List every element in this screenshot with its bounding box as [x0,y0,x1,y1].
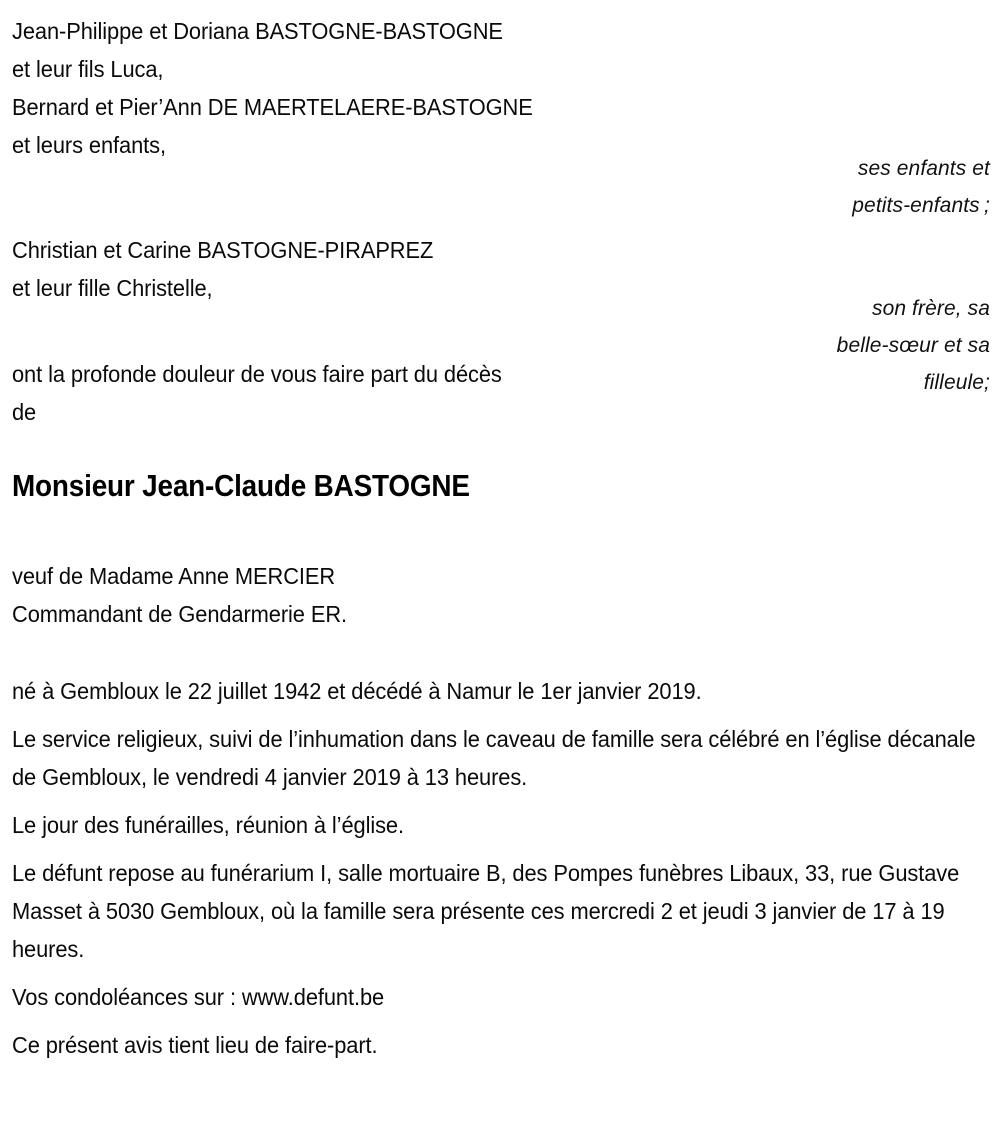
announcement-line: ont la profonde douleur de vous faire part du décès [12,361,502,387]
relation-line: petits-enfants ; [852,194,990,217]
family-line: Bernard et Pier’Ann DE MAERTELAERE-BASTOGNE [12,94,533,120]
family-block-children [12,12,772,164]
deceased-detail-line: veuf de Madame Anne MERCIER [12,563,336,589]
relation-note-children [570,150,990,224]
deceased-name: Monsieur Jean-Claude BASTOGNE [12,468,470,503]
funeral-gathering-paragraph: Le jour des funérailles, réunion à l’église. [12,812,404,838]
condolences-paragraph: Vos condoléances sur : www.defunt.be [12,984,385,1010]
service-information [12,672,1000,1064]
announcement-line: de [12,399,37,425]
family-line: et leur fils Luca, [12,56,164,82]
relation-line: ses enfants et [857,157,990,180]
family-line: et leurs enfants, [12,132,166,158]
family-line: Christian et Carine BASTOGNE-PIRAPREZ [12,237,434,263]
family-line: Jean-Philippe et Doriana BASTOGNE-BASTOGNE [12,18,503,44]
deceased-details [12,557,792,633]
relation-line: filleule; [923,371,990,394]
announcement-lead-in [12,355,792,431]
relation-line: belle-sœur et sa [836,334,990,357]
birth-death-paragraph: né à Gembloux le 22 juillet 1942 et décédé à Namur le 1er janvier 2019. [12,678,702,704]
family-line: et leur fille Christelle, [12,275,213,301]
relation-line: son frère, sa [871,297,990,320]
deceased-detail-line: Commandant de Gendarmerie ER. [12,601,348,627]
religious-service-paragraph: Le service religieux, suivi de l’inhumation dans le caveau de famille sera célébré en l’église décanale de Gembloux, le vendredi 4 janvier 2019 à 13 heures. [12,726,976,790]
notice-disclaimer-paragraph: Ce présent avis tient lieu de faire-part. [12,1032,378,1058]
funerarium-paragraph: Le défunt repose au funérarium I, salle mortuaire B, des Pompes funèbres Libaux, 33, rue Gustave Masset à 5030 Gembloux, où la famille sera présente ces mercredi 2 et jeudi 3 janvier de 17 à 19 heures. [12,860,960,962]
